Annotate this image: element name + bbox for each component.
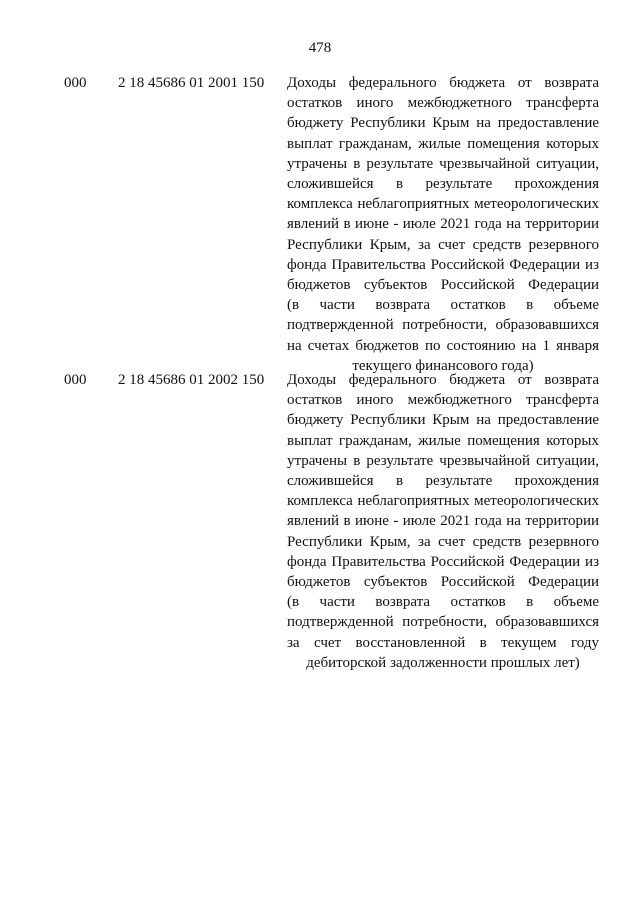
description-line: явлений в июне - июле 2021 года на территории	[287, 513, 599, 530]
description-line: на счетах бюджетов по состоянию на 1 января	[287, 337, 599, 354]
description-line: за счет восстановленной в текущем году	[287, 634, 599, 651]
description-line: (в части возврата остатков в объеме	[287, 297, 599, 314]
description-line: сложившейся в результате прохождения	[287, 176, 599, 193]
description-line: Республики Крым, за счет средств резервного	[287, 236, 599, 253]
description-line: (в части возврата остатков в объеме	[287, 594, 599, 611]
description-line: утрачены в результате чрезвычайной ситуации,	[287, 155, 599, 172]
description-line: явлений в июне - июле 2021 года на территории	[287, 216, 599, 233]
page-number: 478	[308, 40, 332, 56]
description-line: Республики Крым, за счет средств резервного	[287, 533, 599, 550]
description-line: подтвержденной потребности, образовавшихся	[287, 317, 599, 334]
description-line: бюджетов субъектов Российской Федерации	[287, 574, 599, 591]
administrator-code: 000	[64, 75, 87, 91]
description-line: Доходы федерального бюджета от возврата	[287, 75, 599, 91]
description-line: остатков иного межбюджетного трансферта	[287, 392, 599, 409]
description-line: фонда Правительства Российской Федерации из	[287, 553, 599, 570]
description-line: фонда Правительства Российской Федерации из	[287, 256, 599, 273]
description-line: выплат гражданам, жилые помещения которых	[287, 432, 599, 449]
description-line: остатков иного межбюджетного трансферта	[287, 95, 599, 112]
description-line: утрачены в результате чрезвычайной ситуации,	[287, 452, 599, 469]
description-line: подтвержденной потребности, образовавшихся	[287, 614, 599, 631]
description-line: комплекса неблагоприятных метеорологических	[287, 493, 599, 510]
administrator-code: 000	[64, 372, 87, 388]
description-line: комплекса неблагоприятных метеорологических	[287, 196, 599, 213]
budget-classification-code: 2 18 45686 01 2001 150	[118, 75, 265, 91]
description-line: выплат гражданам, жилые помещения которых	[287, 135, 599, 152]
revenue-description	[287, 73, 599, 376]
description-line: бюджету Республики Крым на предоставление	[287, 115, 599, 132]
description-line: Доходы федерального бюджета от возврата	[287, 372, 599, 388]
description-line: сложившейся в результате прохождения	[287, 473, 599, 490]
revenue-description	[287, 370, 599, 673]
description-line: бюджетов субъектов Российской Федерации	[287, 277, 599, 294]
description-line: бюджету Республики Крым на предоставление	[287, 412, 599, 429]
description-line: дебиторской задолженности прошлых лет)	[306, 654, 580, 671]
budget-classification-code: 2 18 45686 01 2002 150	[118, 372, 265, 388]
description-line: текущего финансового года)	[352, 357, 534, 374]
